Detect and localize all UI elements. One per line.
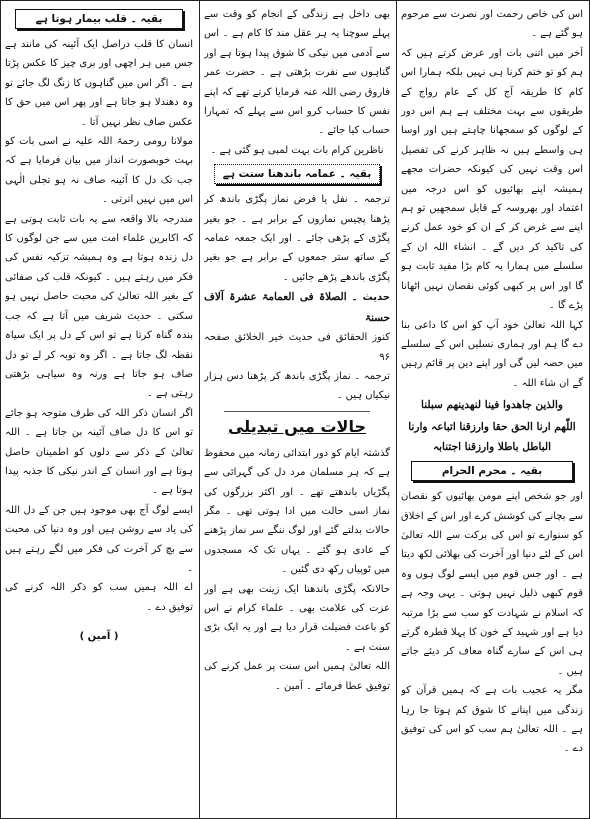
- ameen: ( آمین ): [79, 631, 119, 643]
- column-divider: [199, 1, 200, 818]
- paragraph: اے اللہ ہمیں سب کو ذکر اللہ کرنے کی توفیق دے ۔: [5, 582, 193, 613]
- paragraph: کہا اللہ تعالیٰ خود آپ کو اس کا داعی بنا دے گا ہم اور ہماری نسلیں اس کے سلسلے میں حصہ لیں گی اور اپنے دین پر قائم رہیں گے ان شاء اللہ ۔: [401, 319, 583, 389]
- subheading-changes: حالات میں تبدیلی: [227, 416, 366, 436]
- paragraph: حالانکہ پگڑی باندھنا ایک زینت بھی ہے اور عزت کی علامت بھی ۔ علماء کرام نے اس کو باعث فضیلت قرار دیا ہے اور یہ ایک بڑی سنت ہے ۔: [204, 583, 390, 653]
- paragraph: ایسے لوگ آج بھی موجود ہیں جن کے دل اللہ کی یاد سے روشن ہیں اور وہ دنیا کی محبت سے بچ کر آخرت کی فکر میں لگے رہتے ہیں ۔: [5, 504, 193, 574]
- dua-text: اللّٰھم ارنا الحق حقا وارزقنا اتباعہ وارنا الباطل باطلا وارزقنا اجتنابہ: [408, 421, 576, 454]
- paragraph: گذشتہ ایام کو دور ابتدائی زمانہ میں محفوظ ہے کہ ہر مسلمان مرد دل کی گہرائی سے پگڑیاں باندھتے تھے ۔ اور اکثر بزرگوں کی نماز اسی حالت میں ادا ہوتی تھی ۔ مگر حالات بدلتے گئے اور لوگ ننگے سر نماز پڑھنے کے عادی ہو گئے ۔ یہاں تک کہ مسجدوں میں ٹوپیاں رکھ دی گئیں ۔: [204, 447, 390, 576]
- right-column: [401, 5, 583, 814]
- section-title-turban: بقیہ ۔ عمامہ باندھنا سنت ہے: [214, 164, 380, 184]
- quran-verse: والذین جاھدوا فینا لنھدینھم سبلنا: [421, 399, 563, 412]
- hadith-label: حدیث ۔: [351, 292, 390, 304]
- paragraph: بھی داخل ہے زندگی کے انجام کو وقت سے پہلے سوچنا یہ ہر عقل مند کا کام ہے ۔ اس سے آدمی میں نیکی کا شوق پیدا ہوتا ہے اور گناہوں سے نفرت بڑھتی ہے ۔ حضرت عمر فاروق رضی اللہ عنہ فرمایا کرتے تھے کہ اپنے نفس کا حساب کرو اس سے پہلے کہ تمہارا حساب کیا جائے ۔: [204, 9, 390, 137]
- paragraph: اور جو شخص اپنے مومن بھائیوں کو نقصان سے بچانے کی کوشش کرے اور اس کے اخلاق کو سنوارے تو اس کی برکت سے اللہ تعالیٰ اس کے لئے دنیا اور آخرت کی بھلائی لکھ دیتا ہے ۔ اور جس قوم میں ایسے لوگ ہوں وہ قوم کبھی ذلیل نہیں ہوتی ۔ یہی وجہ ہے کہ اسلام نے شہادت کو سب سے بڑا مرتبہ دیا ہے اور شہید کے خون کا پہلا قطرہ گرتے ہی اس کے سارے گناہ معاف کر دیئے جاتے ہیں ۔: [401, 491, 583, 677]
- middle-column: [204, 5, 390, 814]
- paragraph: مگر یہ عجیب بات ہے کہ ہمیں قرآن کو زندگی میں اپنانے کا شوق کم ہوتا جا رہا ہے ۔ اللہ تعالیٰ ہم سب کو اس کی توفیق دے ۔: [401, 685, 583, 755]
- paragraph: مولانا رومی رحمۃ اللہ علیہ نے اسی بات کو بہت خوبصورت انداز میں بیان فرمایا ہے کہ جب تک دل کا آئینہ صاف نہ ہو تجلی الٰہی اس میں نہیں اترتی ۔: [5, 136, 193, 206]
- column-divider: [396, 1, 397, 818]
- paragraph: انسان کا قلب دراصل ایک آئینہ کی مانند ہے جس میں ہر اچھی اور بری چیز کا عکس پڑتا ہے ۔ اگر اس میں گناہوں کا زنگ لگ جائے تو وہ دھندلا ہو جاتا ہے اور پھر اس میں حق کا عکس صاف نظر نہیں آتا ۔: [5, 39, 193, 128]
- section-title-muharram: بقیہ ۔ محرم الحرام: [411, 461, 573, 481]
- hadith-arabic: الصلاۃ فی العمامۃ عشرۃ آلاف حسنۃ: [204, 291, 390, 324]
- paragraph: ترجمہ ۔ نفل یا فرض نماز پگڑی باندھ کر پڑھنا پچیس نمازوں کے برابر ہے ۔ جو بغیر پگڑی کے پڑھی جائے ۔ اور ایک جمعہ عمامہ کے ساتھ ستر جمعوں کے برابر ہے جو بغیر پگڑی باندھے پڑھے جائیں ۔: [204, 194, 390, 283]
- divider: [224, 411, 370, 412]
- paragraph: اگر انسان ذکر اللہ کی طرف متوجہ ہو جائے تو اس کا دل صاف آئینہ بن جاتا ہے ۔ اللہ تعالیٰ کے ذکر سے دلوں کو اطمینان حاصل ہوتا ہے اور انسان کے اندر نیکی کا جذبہ پیدا ہوتا ہے ۔: [5, 407, 193, 497]
- paragraph: آخر میں اتنی بات اور عرض کرتے ہیں کہ ہم کو تو ختم کرنا ہی نہیں بلکہ ہمارا اس کام کا طریقہ آج کل کے عام رواج کے طریقوں سے بہت مختلف ہے ہم اس دور کے لوگوں کو سمجھانا چاہتے ہیں اور اوسا ہی واسطے ہیں نہ ظاہر کرنے کی تفصیل اس وقت نہیں کی کیونکہ حضرات مجھے ہمیشہ اپنے بھائیوں کو اس درجہ میں اعتماد اور بھروسہ کے قابل سمجھیں تو ہم اپنے سے غرض کر کے ان کو خود عمل کرنے کی تاکید کر دیں گے ۔ انشاء اللہ ان کے سلسلے میں ہمارا یہ کام بڑا مفید ثابت ہو گا اور اس پر کبھی کوئی نقصان نہیں اٹھانا پڑے گا ۔: [401, 47, 583, 312]
- section-title-heart: بقیہ ۔ قلب بیمار ہوتا ہے: [15, 9, 183, 29]
- paragraph: اس کی خاص رحمت اور نصرت سے مرحوم ہو گئے ہے ۔: [401, 9, 583, 40]
- paragraph: اللہ تعالیٰ ہمیں اس سنت پر عمل کرنے کی توفیق عطا فرمائے ۔ آمین ۔: [204, 661, 390, 692]
- left-column: [5, 5, 193, 814]
- hadith-translation: ترجمہ ۔ نماز پگڑی باندھ کر پڑھنا دس ہزار نیکیاں ہیں ۔: [204, 370, 390, 402]
- paragraph: ناظرین کرام بات بہت لمبی ہو گئی ہے ۔: [210, 144, 384, 156]
- hadith-reference: کنوز الحقائق فی حدیث خیر الخلائق صفحہ ۹۶: [204, 332, 390, 363]
- paragraph: مندرجہ بالا واقعہ سے یہ بات ثابت ہوتی ہے کہ اکابرین علماء امت میں سے جن لوگوں کا دل زندہ ہوتا ہے وہ ہمیشہ تزکیہ نفس کی فکر میں رہتے ہیں ۔ کیونکہ قلب کی صفائی کے بغیر اللہ تعالیٰ کی محبت حاصل نہیں ہو سکتی ۔ حدیث شریف میں آتا ہے کہ جب بندہ گناہ کرتا ہے تو اس کے دل پر ایک سیاہ نقطہ لگ جاتا ہے ۔ اگر وہ توبہ کر لے تو دل صاف ہو جاتا ہے ورنہ وہ سیاہی بڑھتی رہتی ہے ۔: [5, 213, 193, 400]
